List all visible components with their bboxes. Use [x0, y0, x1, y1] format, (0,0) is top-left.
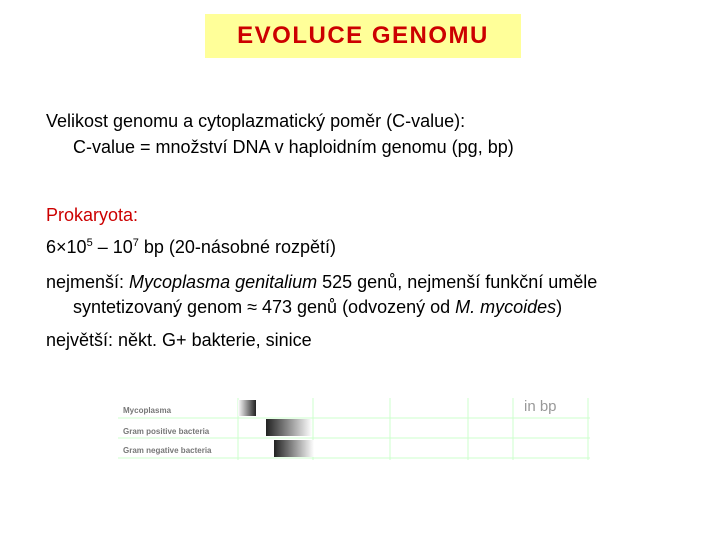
text-line-synthetic [46, 296, 562, 318]
exponent-1: 5 [86, 237, 93, 249]
text-line-2: C-value = množství DNA v haploidním genomu (pg, bp) [73, 137, 514, 157]
species-name-2: M. mycoides [455, 297, 557, 317]
page-title: EVOLUCE GENOMU [237, 22, 489, 49]
title-box [205, 14, 521, 58]
bar-mycoplasma [238, 400, 256, 416]
synthetic-b: 473 genů (odvozený od [256, 297, 456, 317]
text-line-largest: největší: někt. G+ bakterie, sinice [46, 330, 312, 350]
range-d: bp (20-násobné rozpětí) [138, 237, 336, 257]
range-b: 10 [66, 237, 87, 257]
row-label-gram-negative: Gram negative bacteria [123, 446, 212, 455]
range-a: 6 [46, 237, 57, 257]
bar-gram-negative [274, 440, 314, 457]
prokaryota-heading: Prokaryota: [46, 205, 139, 225]
text-line-1: Velikost genomu a cytoplazmatický poměr (C-value): [46, 111, 466, 131]
exponent-2: 7 [132, 237, 139, 249]
approx-sign: ≈ [247, 297, 257, 317]
genome-size-chart [118, 398, 590, 460]
unit-label: in bp [524, 398, 557, 415]
row-label-gram-positive: Gram positive bacteria [123, 427, 210, 436]
text-line-range [46, 236, 336, 258]
species-name-1: Mycoplasma genitalium [129, 272, 318, 292]
bar-gram-positive [266, 419, 312, 436]
row-label-mycoplasma: Mycoplasma [123, 406, 172, 415]
smallest-a: nejmenší: [46, 272, 130, 292]
synthetic-a: syntetizovaný genom [73, 297, 248, 317]
synthetic-c: ) [556, 297, 563, 317]
range-c: – 10 [92, 237, 133, 257]
text-line-smallest [46, 271, 597, 293]
times-sign: × [56, 237, 67, 257]
smallest-b: 525 genů, nejmenší funkční uměle [317, 272, 598, 292]
